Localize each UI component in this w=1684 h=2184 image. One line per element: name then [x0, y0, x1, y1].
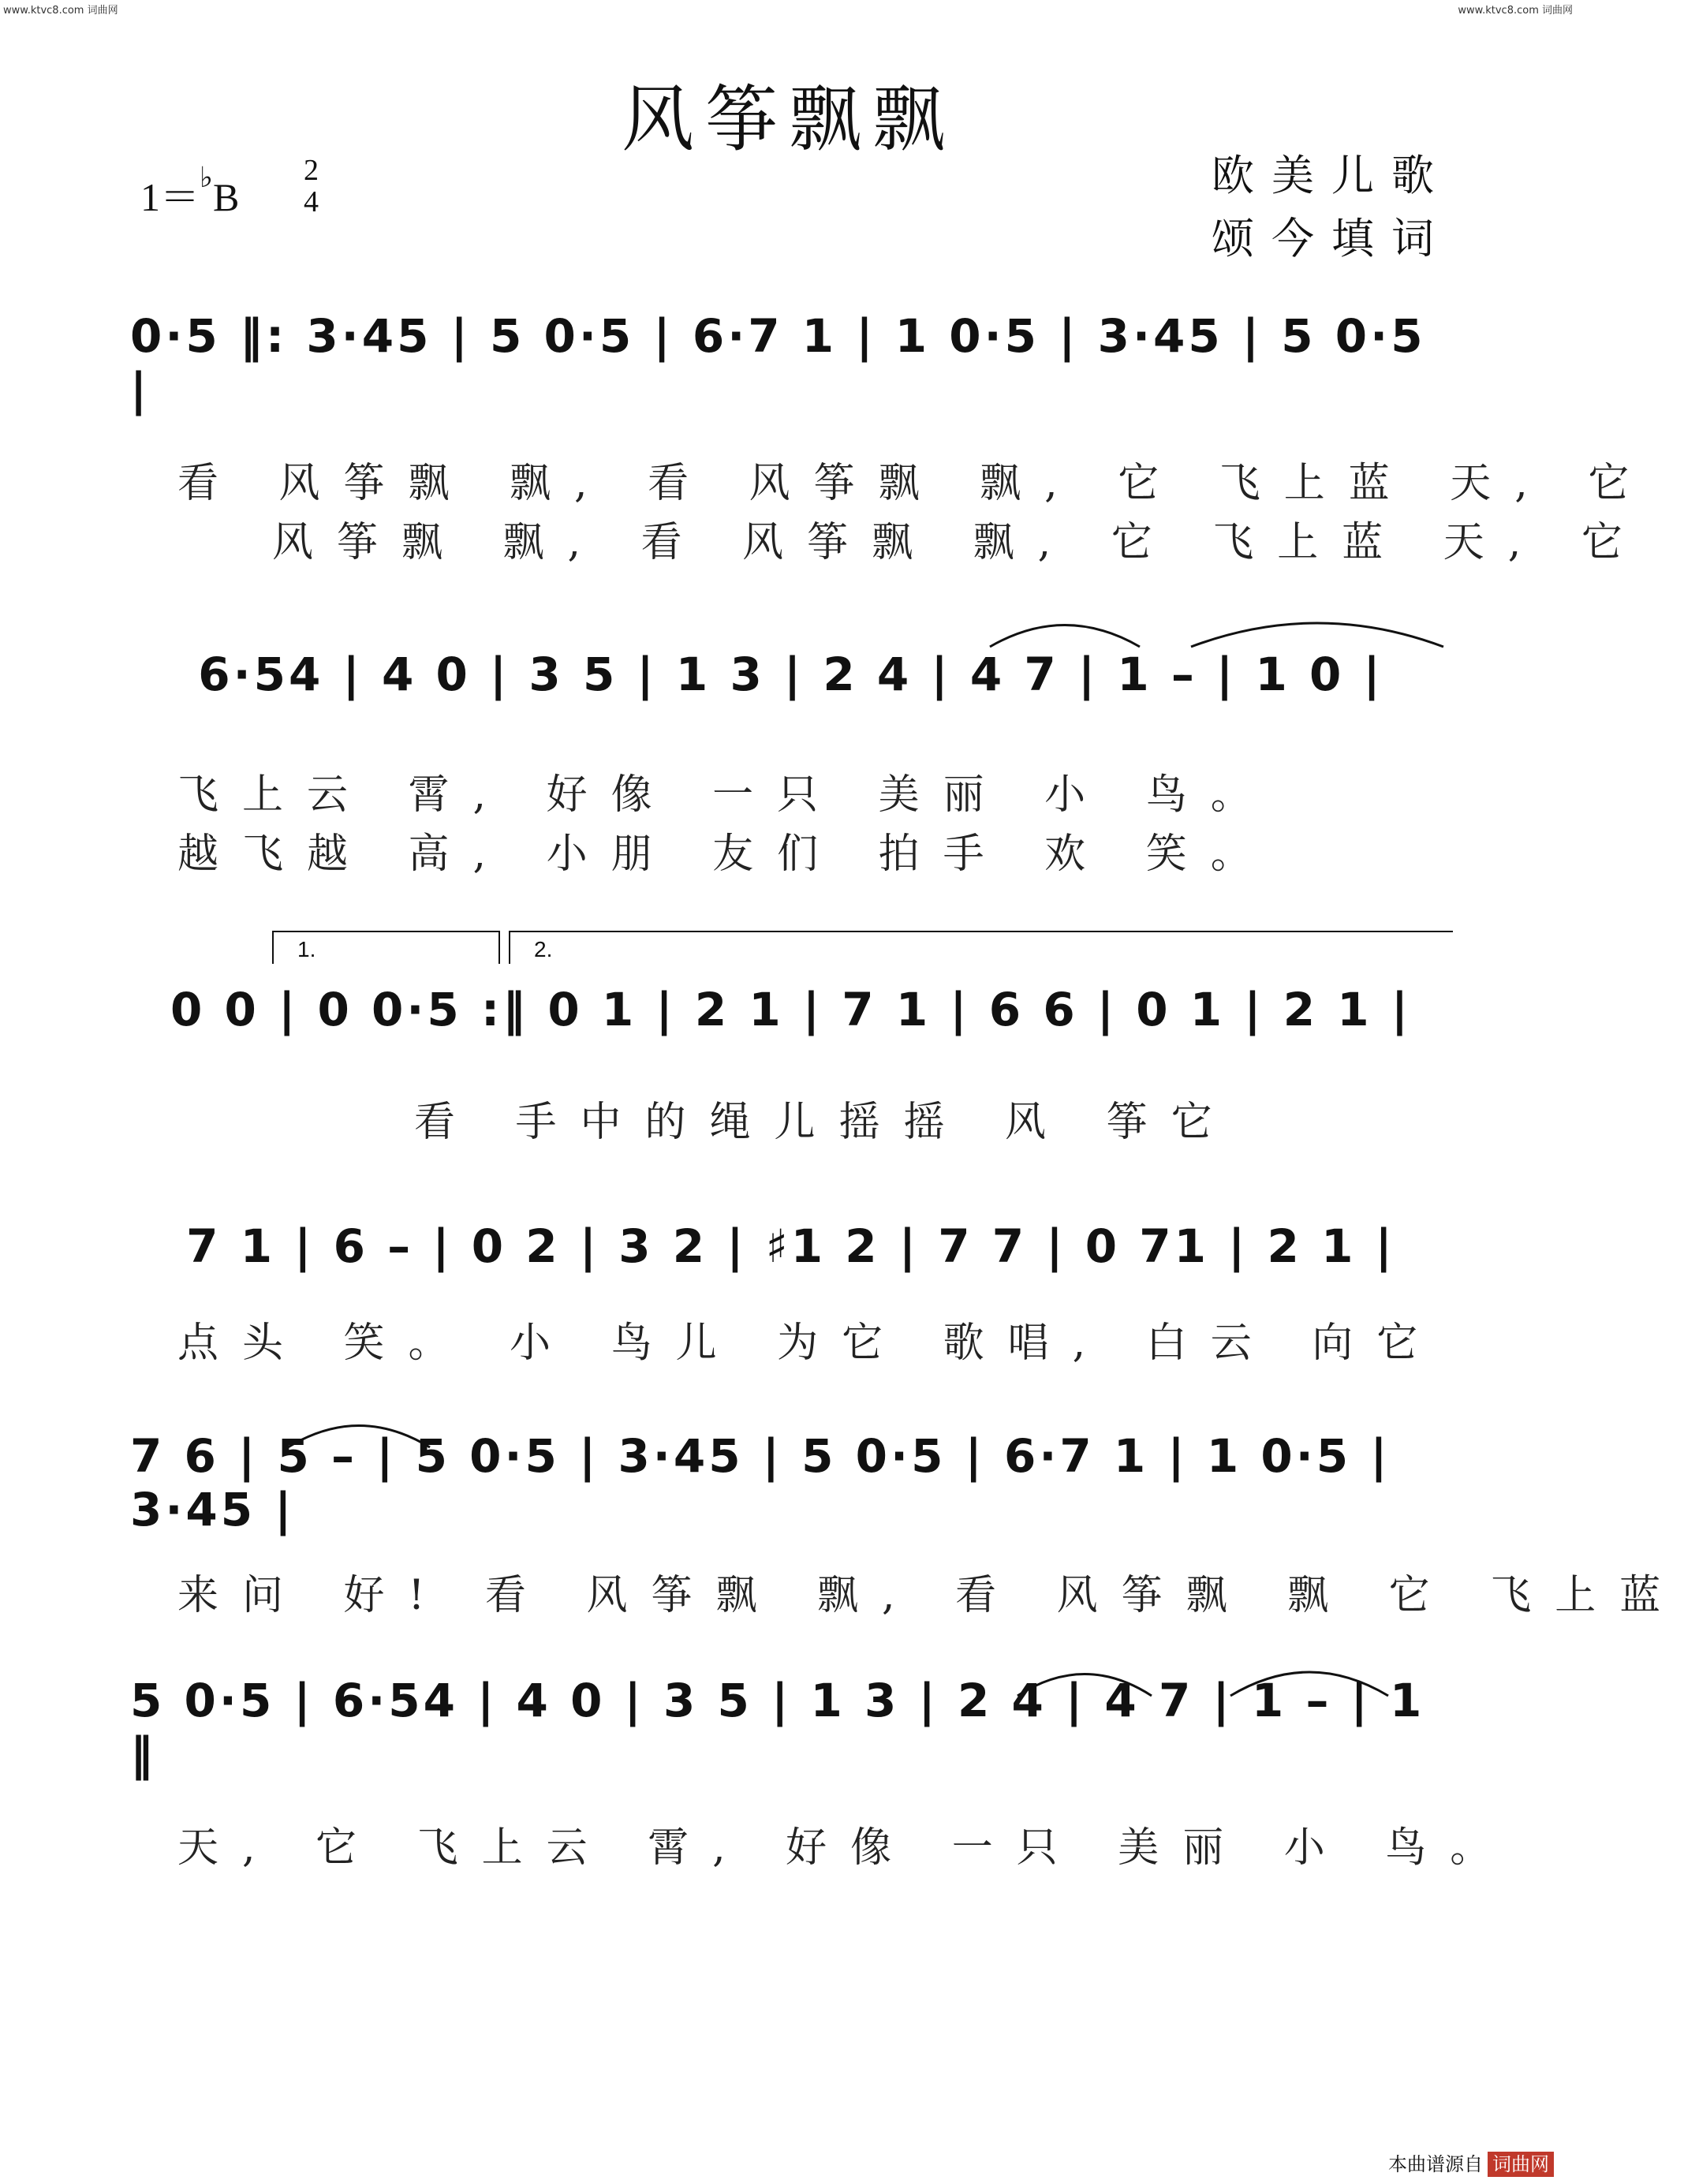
- time-signature-bottom: 4: [304, 185, 319, 218]
- time-signature-top: 2: [304, 154, 319, 187]
- footer-text: 本曲谱源自: [1388, 2153, 1483, 2175]
- notation-row: 5 0·5 | 6·54 | 4 0 | 3 5 | 1 3 | 2 4 | 4 7 | 1 – | 1 ‖: [130, 1674, 1425, 1781]
- first-ending-bracket: [272, 931, 500, 964]
- lyric-verse-2: 风筝飘 飘, 看 风筝飘 飘, 它 飞上蓝 天, 它: [272, 519, 1646, 566]
- footer-brand-logo[interactable]: 词曲网: [1488, 2152, 1554, 2177]
- time-signature: [304, 155, 319, 218]
- source-footer: [1388, 2149, 1554, 2176]
- lyric-verse-1: 点头 笑。 小 鸟儿 为它 歌唱, 白云 向它: [177, 1320, 1442, 1367]
- composer-credit: 欧美儿歌: [1212, 151, 1451, 200]
- site-watermark-left: www.ktvc8.com 词曲网: [3, 5, 118, 17]
- second-ending-label: 2.: [534, 937, 553, 961]
- site-watermark-right: www.ktvc8.com 词曲网: [1458, 5, 1573, 17]
- lyric-verse-1: 看 手中的绳儿摇摇 风 筝它: [414, 1099, 1236, 1146]
- flat-sign: ♭: [200, 162, 213, 193]
- lyric-verse-2: 越飞越 高, 小朋 友们 拍手 欢 笑。: [177, 831, 1275, 878]
- second-ending-bracket: [509, 931, 1453, 964]
- notation-row: 6·54 | 4 0 | 3 5 | 1 3 | 2 4 | 4 7 | 1 – | 1 0 |: [198, 648, 1383, 701]
- lyric-verse-1: 来问 好! 看 风筝飘 飘, 看 风筝飘 飘 它 飞上蓝: [177, 1572, 1684, 1619]
- notation-row: 7 6 | 5 – | 5 0·5 | 3·45 | 5 0·5 | 6·7 1 | 1 0·5 | 3·45 |: [130, 1429, 1391, 1536]
- first-ending-label: 1.: [297, 937, 316, 961]
- key-note: B: [212, 175, 240, 219]
- song-title: 风筝飘飘: [621, 77, 956, 162]
- key-signature: [140, 162, 240, 222]
- notation-row: 0 0 | 0 0·5 :‖ 0 1 | 2 1 | 7 1 | 6 6 | 0 1 | 2 1 |: [170, 983, 1411, 1036]
- lyricist-credit: 颂今填词: [1212, 214, 1451, 263]
- notation-row: 0·5 ‖: 3·45 | 5 0·5 | 6·7 1 | 1 0·5 | 3·45 | 5 0·5 |: [130, 309, 1426, 416]
- lyric-verse-1: 看 风筝飘 飘, 看 风筝飘 飘, 它 飞上蓝 天, 它: [177, 460, 1653, 507]
- key-prefix: 1＝: [140, 175, 200, 219]
- lyric-verse-1: 天, 它 飞上云 霄, 好像 一只 美丽 小 鸟。: [177, 1824, 1515, 1872]
- lyric-verse-1: 飞上云 霄, 好像 一只 美丽 小 鸟。: [177, 771, 1275, 819]
- notation-row: 7 1 | 6 – | 0 2 | 3 2 | ♯1 2 | 7 7 | 0 71 | 2 1 |: [186, 1219, 1395, 1273]
